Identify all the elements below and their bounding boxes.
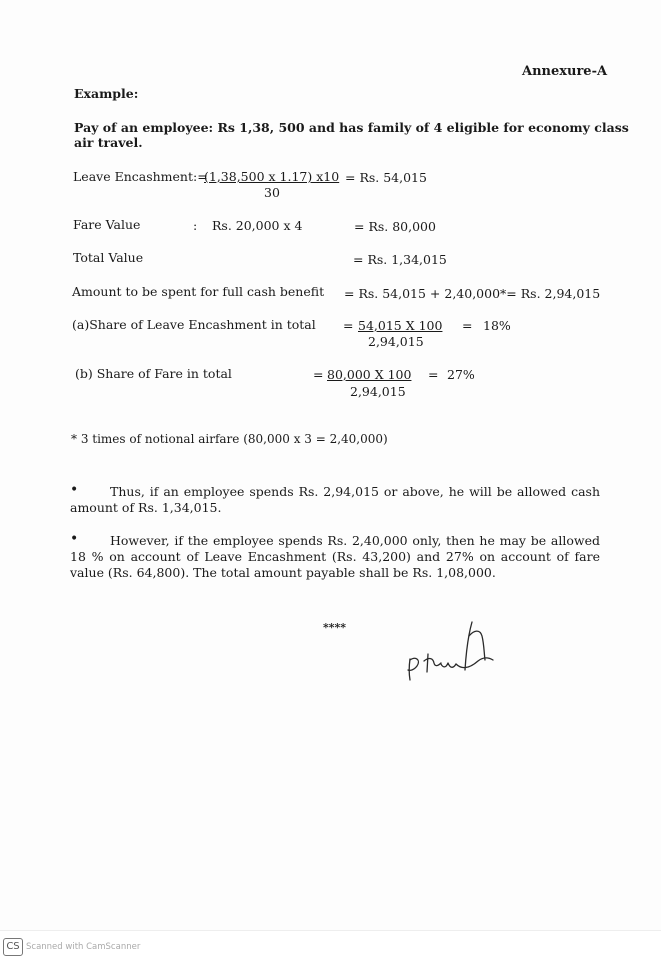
paragraph-2: However, if the employee spends Rs. 2,40,000 only, then he may be allowed 18 % on account of Leave Encashment (Rs. 43,200) and 27% on account of fare value (Rs. 64,800). The total amount payable shall be Rs. 1,08,000.	[70, 533, 600, 580]
leave-encashment-result: = Rs. 54,015	[345, 170, 427, 185]
paragraph-1: Thus, if an employee spends Rs. 2,94,015 or above, he will be allowed cash amount of Rs. 1,34,015.	[70, 484, 600, 515]
camscanner-logo-icon: CS	[3, 938, 23, 956]
separator-stars: ****	[323, 621, 347, 634]
signature-image	[400, 614, 500, 684]
fare-value-result: = Rs. 80,000	[354, 219, 436, 234]
bullet-1: •	[70, 482, 79, 498]
leave-encashment-label: Leave Encashment:=	[73, 169, 208, 184]
share-fare-equals: =	[313, 367, 324, 382]
share-leave-result: 18%	[483, 318, 511, 333]
scanner-footer	[0, 930, 661, 961]
share-fare-result: 27%	[447, 367, 475, 382]
intro-line-2: air travel.	[74, 135, 143, 150]
share-leave-denominator: 2,94,015	[368, 334, 424, 349]
share-fare-denominator: 2,94,015	[350, 384, 406, 399]
full-cash-result: = Rs. 54,015 + 2,40,000*= Rs. 2,94,015	[344, 286, 601, 301]
share-fare-equals-2: =	[428, 367, 439, 382]
share-fare-label: (b) Share of Fare in total	[75, 366, 232, 381]
share-leave-numerator: 54,015 X 100	[358, 318, 443, 333]
total-value-result: = Rs. 1,34,015	[353, 252, 447, 267]
full-cash-label: Amount to be spent for full cash benefit	[72, 284, 325, 299]
share-leave-equals: =	[343, 318, 354, 333]
total-value-label: Total Value	[73, 250, 144, 265]
share-leave-equals-2: =	[462, 318, 473, 333]
share-leave-label: (a)Share of Leave Encashment in total	[72, 317, 316, 332]
annexure-label: Annexure-A	[522, 64, 608, 79]
camscanner-watermark-text: Scanned with CamScanner	[26, 942, 141, 952]
leave-encashment-denominator: 30	[264, 185, 280, 200]
share-fare-numerator: 80,000 X 100	[327, 367, 412, 382]
fare-value-label: Fare Value	[73, 217, 141, 232]
footnote: * 3 times of notional airfare (80,000 x 3 = 2,40,000)	[71, 432, 388, 446]
intro-line-1: Pay of an employee: Rs 1,38, 500 and has family of 4 eligible for economy class	[74, 120, 629, 135]
example-heading: Example:	[74, 86, 139, 101]
fare-value-colon: :	[193, 218, 198, 233]
fare-value-expression: Rs. 20,000 x 4	[212, 218, 303, 233]
leave-encashment-numerator: (1,38,500 x 1.17) x10	[204, 169, 340, 184]
bullet-2: •	[70, 531, 79, 547]
